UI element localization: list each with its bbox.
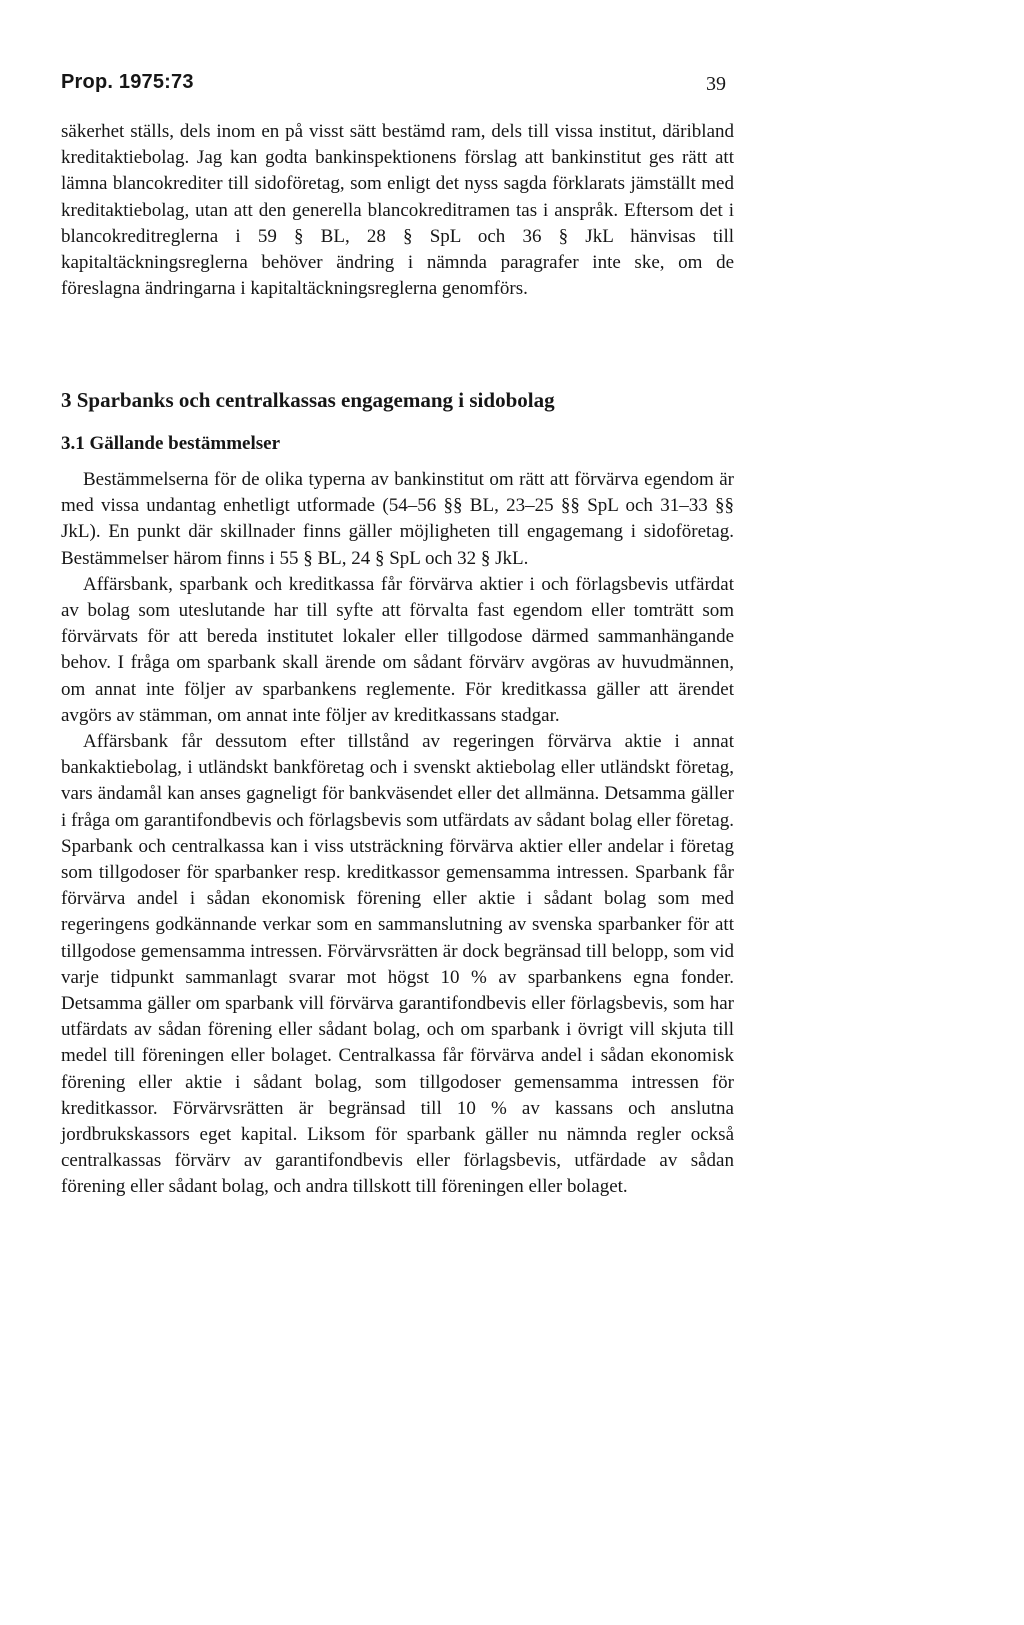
continued-paragraph-block [61, 119, 734, 302]
body-paragraph-3: Affärsbank får dessutom efter tillstånd av regeringen förvärva aktie i annat bankaktiebolag, i utländskt bankföretag och i svenskt aktiebolag eller utländskt företag, vars ändamål kan anses gagneligt för bankväsendet eller det allmänna. Detsamma gäller i fråga om garantifondbevis och förlagsbevis som utfärdats av sådant bolag eller företag. Sparbank och centralkassa kan i viss utsträckning förvärva aktier eller andelar i företag som tillgodoser för sparbanker resp. kreditkassor gemensamma intressen. Sparbank får förvärva andel i sådan ekonomisk förening eller aktie i sådant bolag som med regeringens godkännande verkar som en sammanslutning av svenska sparbanker för att tillgodose gemensamma intressen. Förvärvsrätten är dock begränsad till belopp, som vid varje tidpunkt sammanlagt svarar mot högst 10 % av sparbankens egna fonder. Detsamma gäller om sparbank vill förvärva garantifondbevis eller förlagsbevis, som har utfärdats av sådan förening eller sådant bolag, och om sparbank i övrigt vill skjuta till medel till föreningen eller bolaget. Centralkassa får förvärva andel i sådan ekonomisk förening eller aktie i sådant bolag, som tillgodoser gemensamma intressen för kreditkassor. Förvärvsrätten är begränsad till 10 % av kassans och anslutna jordbrukskassors eget kapital. Liksom för sparbank gäller nu nämnda regler också centralkassas förvärv av garantifondbevis eller förlagsbevis, utfärdade av sådan förening eller sådant bolag, och andra tillskott till föreningen eller bolaget. [61, 731, 734, 1198]
section-heading: 3 Sparbanks och centralkassas engagemang i sidobolag [61, 388, 555, 412]
subsection-heading: 3.1 Gällande bestämmelser [61, 433, 281, 454]
running-head: Prop. 1975:73 [61, 71, 194, 93]
continued-paragraph: säkerhet ställs, dels inom en på visst sätt bestämd ram, dels till vissa institut, däribland kreditaktiebolag. Jag kan godta bankinspektionens förslag att bankinstitut ges rätt att lämna blancokrediter till sidoföretag, som enligt det nyss sagda förklarats jämställt med kreditaktiebolag, utan att den generella blancokreditramen tas i anspråk. Eftersom det i blancokreditreglerna i 59 § BL, 28 § SpL och 36 § JkL hänvisas till kapitaltäckningsreglerna behöver ändring i nämnda paragrafer inte ske, om de föreslagna ändringarna i kapitaltäckningsreglerna genomförs. [61, 121, 734, 300]
body-paragraph-1: Bestämmelserna för de olika typerna av bankinstitut om rätt att förvärva egendom är med vissa undantag enhetligt utformade (54–56 §§ BL, 23–25 §§ SpL och 31–33 §§ JkL). En punkt där skillnader finns gäller möjligheten till engagemang i sidoföretag. Bestämmelser härom finns i 55 § BL, 24 § SpL och 32 § JkL. [61, 469, 734, 569]
body-paragraph-2: Affärsbank, sparbank och kreditkassa får förvärva aktier i och förlagsbevis utfärdat av bolag som uteslutande har till syfte att förvalta fast egendom eller tomträtt som förvärvats för att bereda institutet lokaler eller tillgodose därmed sammanhängande behov. I fråga om sparbank skall ärende om sådant förvärv avgöras av huvudmännen, om annat inte följer av sparbankens reglemente. För kreditkassa gäller att ärendet avgörs av stämman, om annat inte följer av kreditkassans stadgar. [61, 573, 734, 726]
section-body [61, 467, 734, 1201]
page-number: 39 [706, 73, 726, 95]
